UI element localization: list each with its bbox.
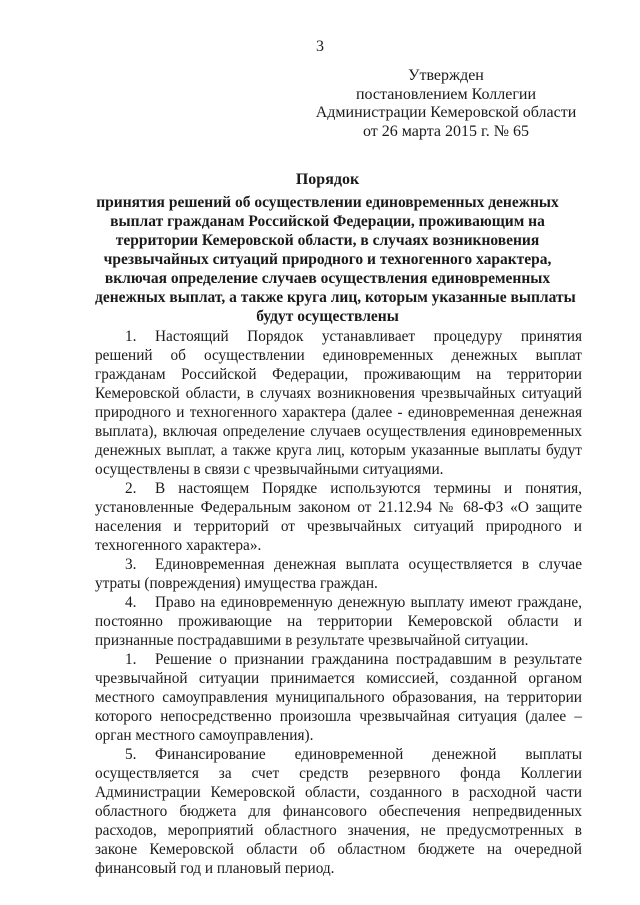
title-heading: Порядок — [295, 171, 360, 188]
title-line: выплат гражданам Российской Федерации, проживающим на — [110, 213, 545, 230]
approval-stamp — [300, 67, 592, 141]
document-body — [95, 327, 582, 878]
paragraph — [95, 479, 582, 555]
approval-line: от 26 марта 2015 г. № 65 — [363, 122, 529, 140]
approval-line: Утвержден — [408, 67, 484, 84]
paragraph-number: 5. — [125, 746, 137, 763]
paragraph-text: Настоящий Порядок устанавливает процедуру принятия решений об осуществлении единовременных денежных выплат гражданам Российской Федерации, проживающим на территории Кемеровской области, в случаях возникновения чрезвычайных ситуаций природного и техногенного характера (далее - единовременная денежная выплата), включая определение случаев осуществления единовременных денежных выплат, а также круга лиц, которым указанные выплаты будут осуществлены в связи с чрезвычайными ситуациями. — [95, 328, 582, 478]
paragraph-text: Финансирование единовременной денежной выплаты осуществляется за счет средств резервного фонда Коллегии Администрации Кемеровской области, созданного в расходной части областного бюджета для финансового обеспечения непредвиденных расходов, мероприятий областного значения, не предусмотренных в законе Кемеровской области об областном бюджете на очередной финансовый год и плановый период. — [95, 746, 582, 877]
paragraph-number: 3. — [125, 556, 137, 573]
paragraph — [95, 745, 582, 878]
page-number: 3 — [316, 38, 324, 55]
title-line: чрезвычайных ситуаций природного и техногенного характера, — [103, 251, 552, 268]
title-line: будут осуществлены — [256, 308, 399, 325]
paragraph — [95, 555, 582, 593]
approval-line: постановлением Коллегии — [355, 85, 537, 103]
paragraph-text: Единовременная денежная выплата осуществляется в случае утраты (повреждения) имущества граждан. — [95, 556, 582, 592]
paragraph — [95, 650, 582, 745]
paragraph — [95, 327, 582, 479]
title-line: принятия решений об осуществлении единовременных денежных — [96, 194, 559, 211]
title-line: денежных выплат, а также круга лиц, которым указанные выплаты — [95, 289, 576, 306]
paragraph-number: 1. — [125, 651, 137, 668]
paragraph — [95, 593, 582, 650]
paragraph-text: В настоящем Порядке используются термины и понятия, установленные Федеральным законом от 21.12.94 № 68-ФЗ «О защите населения и территорий от чрезвычайных ситуаций природного и техногенного характера». — [95, 480, 582, 554]
title-line: территории Кемеровской области, в случаях возникновения — [115, 232, 540, 249]
paragraph-number: 4. — [125, 594, 137, 611]
approval-line: Администрации Кемеровской области — [315, 104, 577, 121]
paragraph-number: 1. — [125, 328, 137, 345]
paragraph-number: 2. — [125, 480, 137, 497]
title-line: включая определение случаев осуществления единовременных — [104, 270, 551, 287]
paragraph-text: Право на единовременную денежную выплату имеют граждане, постоянно проживающие на территории Кемеровской области и признанные пострадавшими в результате чрезвычайной ситуации. — [95, 594, 582, 649]
document-title — [95, 170, 576, 326]
paragraph-text: Решение о признании гражданина пострадавшим в результате чрезвычайной ситуации принимается комиссией, созданной органом местного самоуправления муниципального образования, на территории которого непосредственно произошла чрезвычайная ситуация (далее – орган местного самоуправления). — [95, 651, 582, 744]
